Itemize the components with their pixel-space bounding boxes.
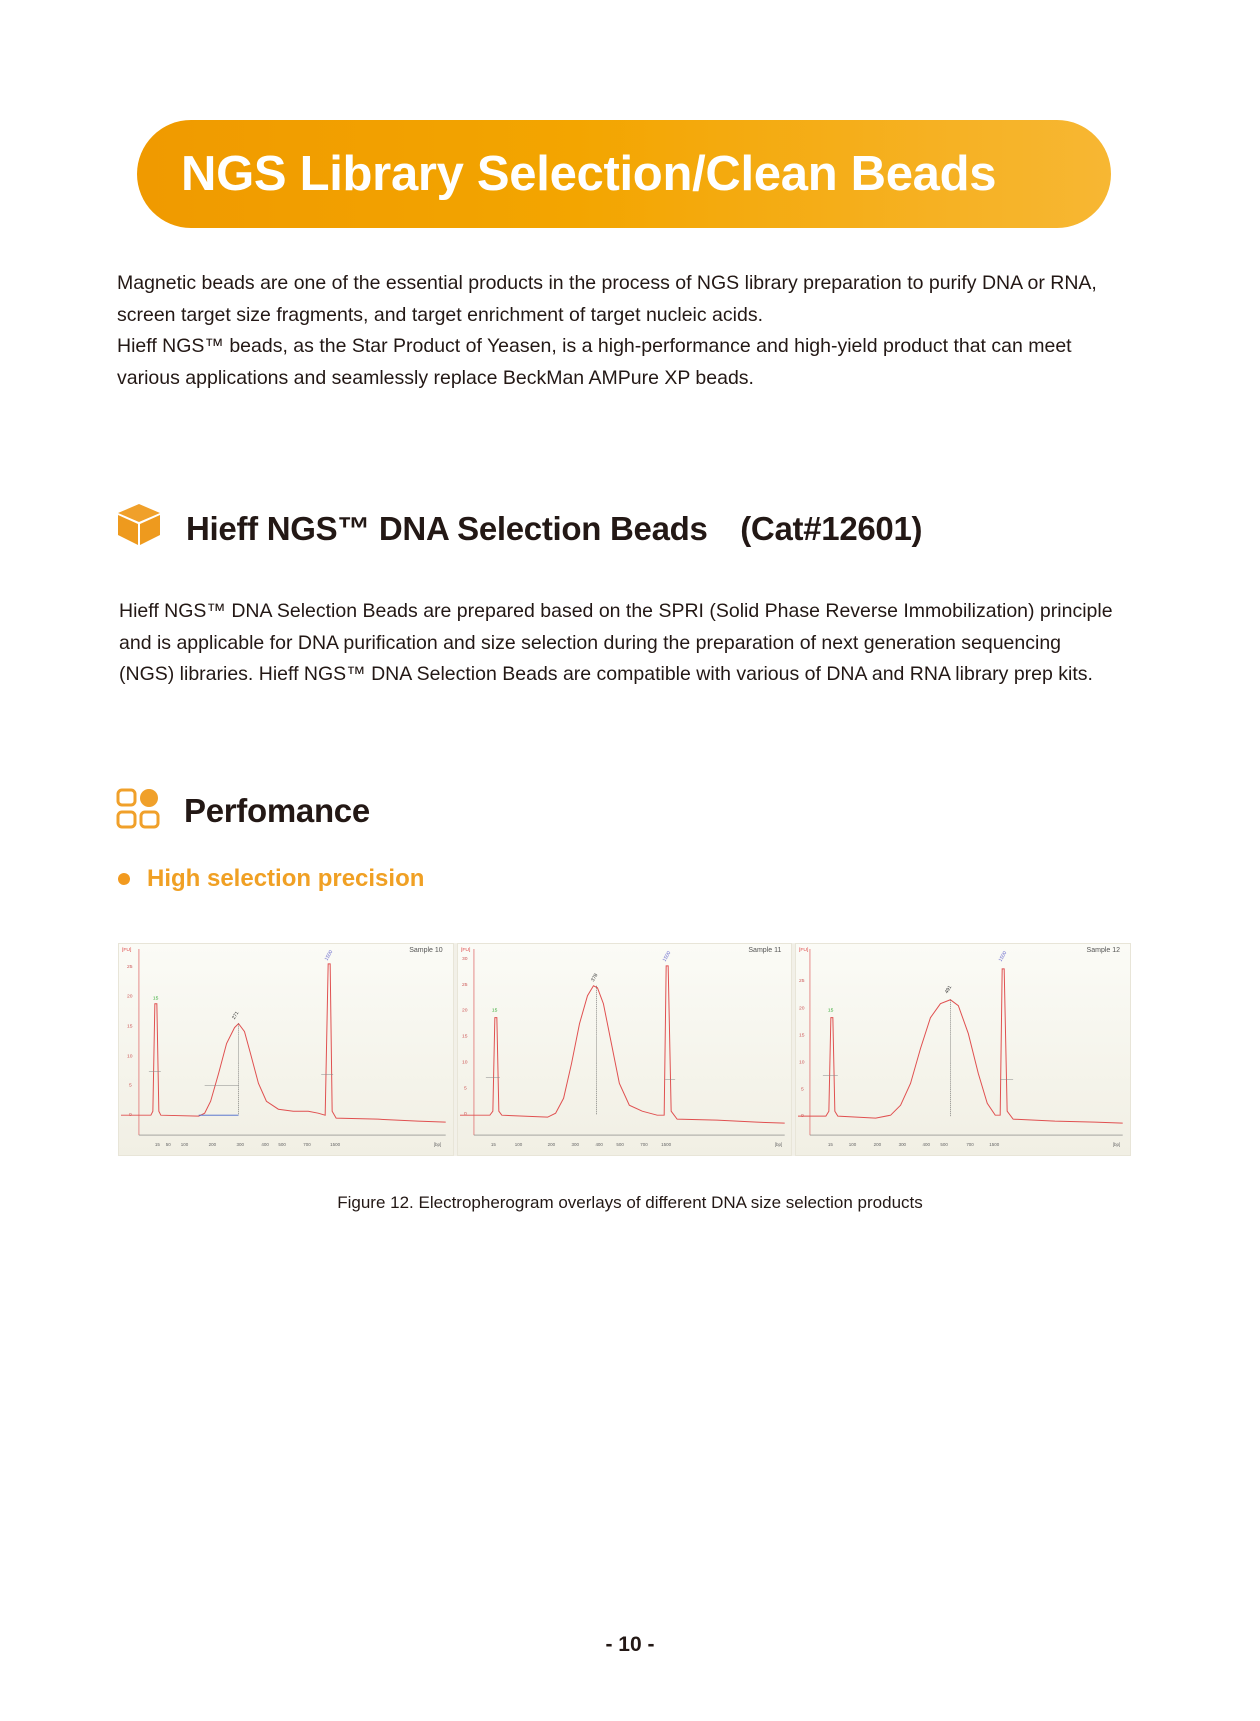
svg-text:25: 25	[126, 964, 133, 970]
svg-text:271: 271	[231, 1010, 241, 1021]
svg-text:[FU]: [FU]	[460, 947, 471, 953]
svg-text:300: 300	[898, 1142, 907, 1148]
svg-text:25: 25	[799, 978, 805, 984]
description-line: (NGS) libraries. Hieff NGS™ DNA Selection Beads are compatible with various of DNA and RNA library prep kits.	[119, 663, 1093, 685]
svg-text:1500: 1500	[989, 1142, 1000, 1148]
svg-text:10: 10	[126, 1054, 133, 1060]
svg-text:0: 0	[128, 1113, 132, 1119]
grid-apps-icon	[116, 788, 160, 835]
svg-text:20: 20	[126, 994, 133, 1000]
svg-text:15: 15	[126, 1024, 133, 1030]
cube-icon	[116, 502, 162, 551]
svg-text:0: 0	[801, 1114, 805, 1120]
svg-text:500: 500	[616, 1142, 624, 1148]
svg-text:500: 500	[940, 1142, 949, 1148]
svg-text:700: 700	[966, 1142, 975, 1148]
svg-text:50: 50	[165, 1142, 171, 1148]
svg-text:15: 15	[828, 1008, 834, 1014]
svg-text:378: 378	[590, 973, 600, 983]
svg-text:1500: 1500	[660, 1142, 671, 1148]
svg-text:[bp]: [bp]	[433, 1142, 442, 1148]
bullet-dot-icon	[118, 873, 130, 885]
svg-text:15: 15	[152, 996, 159, 1002]
electropherogram-figure	[118, 943, 1131, 1156]
svg-text:700: 700	[303, 1142, 311, 1148]
svg-text:[FU]: [FU]	[121, 947, 132, 953]
svg-text:10: 10	[799, 1060, 805, 1066]
svg-text:15: 15	[154, 1142, 160, 1148]
svg-text:100: 100	[849, 1142, 857, 1148]
section-heading-selection-beads	[116, 503, 922, 549]
section-title: Hieff NGS™ DNA Selection Beads (Cat#12601)	[186, 509, 923, 547]
svg-text:100: 100	[180, 1142, 189, 1148]
svg-text:400: 400	[595, 1142, 603, 1148]
intro-line: Magnetic beads are one of the essential products in the process of NGS library preparation to purify DNA or RNA,	[117, 272, 1097, 294]
electropherogram-sample-12	[795, 943, 1131, 1156]
svg-text:25: 25	[461, 982, 468, 988]
intro-line: screen target size fragments, and target enrichment of target nucleic acids.	[117, 303, 763, 326]
svg-text:1500: 1500	[324, 949, 335, 962]
svg-text:15: 15	[461, 1034, 468, 1040]
intro-line: various applications and seamlessly replace BeckMan AMPure XP beads.	[117, 366, 754, 389]
svg-text:400: 400	[922, 1142, 931, 1148]
svg-text:[bp]: [bp]	[1113, 1142, 1121, 1148]
svg-text:5: 5	[463, 1086, 467, 1092]
svg-text:1500: 1500	[662, 950, 673, 963]
bullet-item	[118, 865, 424, 893]
svg-text:15: 15	[490, 1142, 496, 1148]
svg-text:10: 10	[461, 1060, 468, 1066]
svg-text:5: 5	[801, 1087, 805, 1093]
page-number: - 10 -	[605, 1633, 655, 1656]
description-line: Hieff NGS™ DNA Selection Beads are prepared based on the SPRI (Solid Phase Reverse Immobilization) principle	[119, 600, 1113, 622]
svg-text:15: 15	[799, 1033, 805, 1039]
svg-text:700: 700	[639, 1142, 648, 1148]
svg-text:400: 400	[261, 1142, 269, 1148]
bullet-text: High selection precision	[147, 865, 425, 892]
sample-label: Sample 10	[409, 947, 443, 954]
svg-text:15: 15	[491, 1008, 498, 1014]
section-heading-performance	[116, 787, 370, 835]
electropherogram-sample-11	[457, 943, 793, 1156]
intro-line: Hieff NGS™ beads, as the Star Product of Yeasen, is a high-performance and high-yield product that can meet	[117, 335, 1072, 357]
product-description	[119, 596, 1159, 691]
svg-text:500: 500	[278, 1142, 286, 1148]
svg-text:0: 0	[463, 1112, 467, 1118]
svg-text:30: 30	[461, 956, 468, 962]
svg-text:200: 200	[208, 1142, 217, 1148]
svg-text:1500: 1500	[330, 1142, 341, 1148]
svg-text:100: 100	[514, 1142, 522, 1148]
svg-text:300: 300	[236, 1142, 245, 1148]
intro-paragraph	[117, 268, 1157, 394]
sample-label: Sample 11	[748, 947, 782, 954]
section-title: Perfomance	[184, 792, 370, 829]
svg-text:[FU]: [FU]	[799, 947, 809, 953]
svg-text:15: 15	[828, 1142, 834, 1148]
svg-text:491: 491	[945, 985, 954, 995]
svg-text:200: 200	[547, 1142, 555, 1148]
svg-text:20: 20	[461, 1008, 468, 1014]
svg-text:200: 200	[874, 1142, 882, 1148]
svg-text:20: 20	[799, 1006, 805, 1012]
svg-text:300: 300	[571, 1142, 579, 1148]
svg-text:[bp]: [bp]	[774, 1142, 782, 1148]
figure-caption: Figure 12. Electropherogram overlays of different DNA size selection products	[337, 1193, 923, 1212]
electropherogram-sample-10	[118, 943, 454, 1156]
description-line: and is applicable for DNA purification and size selection during the preparation of next generation sequencing	[119, 631, 1062, 654]
svg-text:1500: 1500	[998, 950, 1009, 963]
page-title: NGS Library Selection/Clean Beads	[181, 147, 997, 201]
svg-text:5: 5	[128, 1083, 132, 1089]
page-banner	[137, 120, 1111, 228]
sample-label: Sample 12	[1086, 947, 1121, 954]
